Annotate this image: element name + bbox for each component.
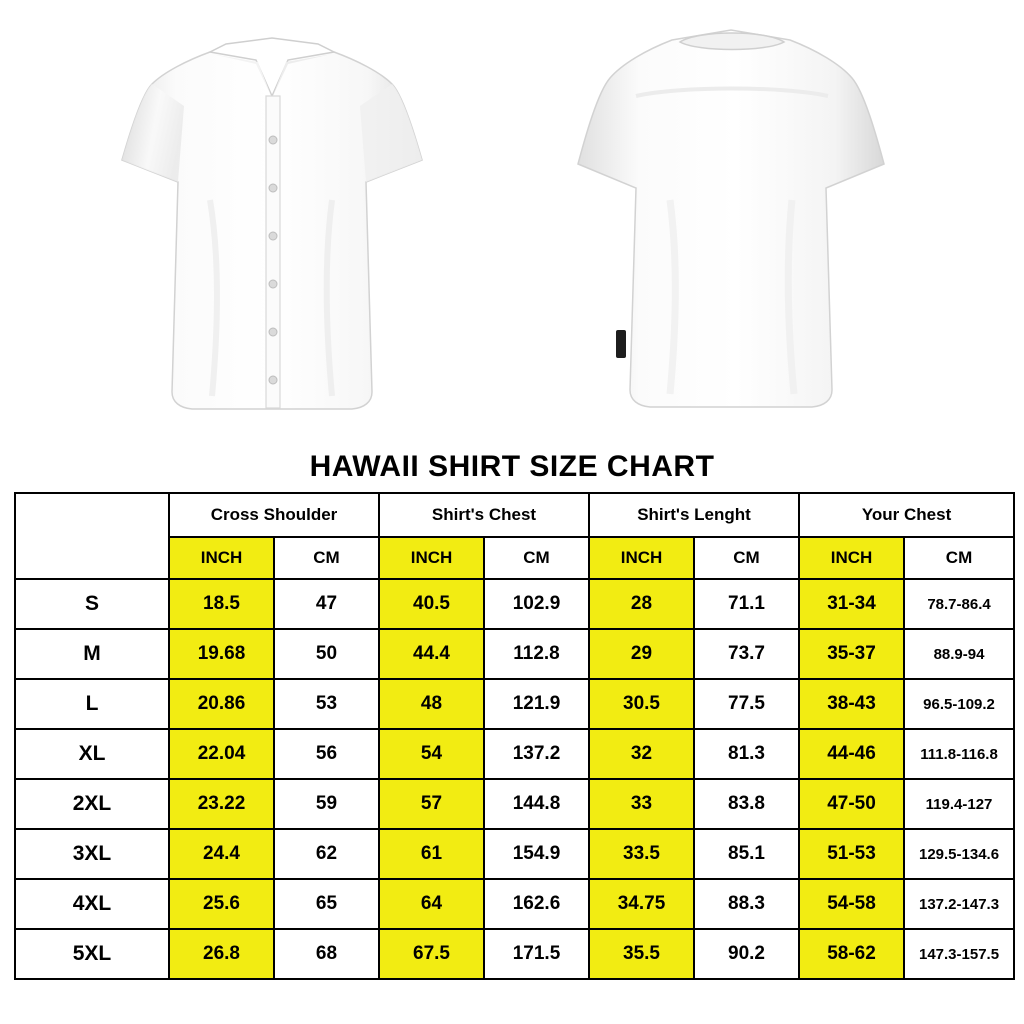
cell-your-chest-inch: 47-50 [799, 779, 904, 829]
cell-your-chest-cm: 147.3-157.5 [904, 929, 1014, 979]
cell-your-chest-cm: 119.4-127 [904, 779, 1014, 829]
cell-shirts-chest-inch: 57 [379, 779, 484, 829]
shirt-back-image [520, 0, 940, 448]
cell-shirts-chest-inch: 67.5 [379, 929, 484, 979]
cell-cross-shoulder-inch: 18.5 [169, 579, 274, 629]
table-row [15, 679, 1014, 729]
unit-header-cm-cross-shoulder: CM [274, 537, 379, 579]
cell-shirts-chest-cm: 144.8 [484, 779, 589, 829]
cell-shirts-chest-inch: 64 [379, 879, 484, 929]
row-size-label: M [15, 629, 169, 679]
cell-your-chest-cm: 78.7-86.4 [904, 579, 1014, 629]
size-chart-table [14, 492, 1015, 980]
cell-your-chest-cm: 129.5-134.6 [904, 829, 1014, 879]
cell-shirts-lenght-inch: 33 [589, 779, 694, 829]
cell-shirts-chest-inch: 54 [379, 729, 484, 779]
cell-your-chest-inch: 38-43 [799, 679, 904, 729]
cell-your-chest-cm: 88.9-94 [904, 629, 1014, 679]
table-row [15, 879, 1014, 929]
cell-shirts-chest-cm: 121.9 [484, 679, 589, 729]
cell-shirts-lenght-inch: 29 [589, 629, 694, 679]
page-title: HAWAII SHIRT SIZE CHART [309, 450, 715, 483]
group-header-row [15, 493, 1014, 537]
cell-cross-shoulder-cm: 53 [274, 679, 379, 729]
table-row [15, 729, 1014, 779]
unit-header-cm-shirts-lenght: CM [694, 537, 799, 579]
cell-cross-shoulder-cm: 59 [274, 779, 379, 829]
cell-shirts-lenght-cm: 71.1 [694, 579, 799, 629]
cell-your-chest-cm: 137.2-147.3 [904, 879, 1014, 929]
cell-your-chest-inch: 31-34 [799, 579, 904, 629]
cell-shirts-lenght-cm: 88.3 [694, 879, 799, 929]
unit-header-cm-your-chest: CM [904, 537, 1014, 579]
cell-your-chest-inch: 44-46 [799, 729, 904, 779]
row-size-label: 5XL [15, 929, 169, 979]
cell-cross-shoulder-cm: 50 [274, 629, 379, 679]
cell-your-chest-inch: 51-53 [799, 829, 904, 879]
group-header-cross-shoulder: Cross Shoulder [169, 493, 379, 537]
cell-cross-shoulder-inch: 26.8 [169, 929, 274, 979]
cell-shirts-lenght-cm: 90.2 [694, 929, 799, 979]
table-row [15, 779, 1014, 829]
cell-shirts-chest-cm: 162.6 [484, 879, 589, 929]
row-size-label: L [15, 679, 169, 729]
cell-cross-shoulder-inch: 19.68 [169, 629, 274, 679]
unit-header-inch-shirts-lenght: INCH [589, 537, 694, 579]
cell-shirts-lenght-inch: 33.5 [589, 829, 694, 879]
cell-cross-shoulder-cm: 68 [274, 929, 379, 979]
cell-cross-shoulder-cm: 56 [274, 729, 379, 779]
cell-shirts-lenght-cm: 85.1 [694, 829, 799, 879]
row-size-label: S [15, 579, 169, 629]
cell-shirts-chest-cm: 137.2 [484, 729, 589, 779]
cell-cross-shoulder-cm: 62 [274, 829, 379, 879]
cell-cross-shoulder-inch: 25.6 [169, 879, 274, 929]
cell-shirts-lenght-cm: 83.8 [694, 779, 799, 829]
unit-header-inch-your-chest: INCH [799, 537, 904, 579]
group-header-shirts-lenght: Shirt's Lenght [589, 493, 799, 537]
cell-shirts-chest-cm: 154.9 [484, 829, 589, 879]
unit-header-cm-shirts-chest: CM [484, 537, 589, 579]
cell-shirts-lenght-cm: 73.7 [694, 629, 799, 679]
cell-shirts-lenght-inch: 30.5 [589, 679, 694, 729]
row-size-label: 4XL [15, 879, 169, 929]
cell-shirts-lenght-inch: 35.5 [589, 929, 694, 979]
cell-cross-shoulder-inch: 23.22 [169, 779, 274, 829]
cell-shirts-lenght-inch: 34.75 [589, 879, 694, 929]
shirt-illustrations [0, 0, 1024, 448]
cell-shirts-lenght-inch: 28 [589, 579, 694, 629]
cell-your-chest-inch: 54-58 [799, 879, 904, 929]
group-header-shirts-chest: Shirt's Chest [379, 493, 589, 537]
cell-your-chest-cm: 96.5-109.2 [904, 679, 1014, 729]
cell-shirts-chest-inch: 40.5 [379, 579, 484, 629]
corner-cell [15, 493, 169, 579]
cell-cross-shoulder-cm: 47 [274, 579, 379, 629]
unit-header-inch-cross-shoulder: INCH [169, 537, 274, 579]
group-header-your-chest: Your Chest [799, 493, 1014, 537]
cell-your-chest-inch: 35-37 [799, 629, 904, 679]
size-chart-table-wrapper [0, 492, 1024, 980]
cell-cross-shoulder-inch: 20.86 [169, 679, 274, 729]
cell-shirts-lenght-cm: 81.3 [694, 729, 799, 779]
cell-shirts-lenght-inch: 32 [589, 729, 694, 779]
row-size-label: 2XL [15, 779, 169, 829]
table-row [15, 629, 1014, 679]
cell-cross-shoulder-inch: 24.4 [169, 829, 274, 879]
cell-shirts-chest-inch: 61 [379, 829, 484, 879]
table-row [15, 929, 1014, 979]
shirt-front-image [60, 0, 480, 448]
unit-header-inch-shirts-chest: INCH [379, 537, 484, 579]
cell-shirts-chest-inch: 44.4 [379, 629, 484, 679]
cell-shirts-chest-cm: 171.5 [484, 929, 589, 979]
table-row [15, 829, 1014, 879]
cell-your-chest-cm: 111.8-116.8 [904, 729, 1014, 779]
cell-shirts-chest-cm: 102.9 [484, 579, 589, 629]
cell-cross-shoulder-inch: 22.04 [169, 729, 274, 779]
cell-shirts-lenght-cm: 77.5 [694, 679, 799, 729]
table-row [15, 579, 1014, 629]
row-size-label: XL [15, 729, 169, 779]
cell-shirts-chest-cm: 112.8 [484, 629, 589, 679]
row-size-label: 3XL [15, 829, 169, 879]
cell-your-chest-inch: 58-62 [799, 929, 904, 979]
cell-shirts-chest-inch: 48 [379, 679, 484, 729]
cell-cross-shoulder-cm: 65 [274, 879, 379, 929]
